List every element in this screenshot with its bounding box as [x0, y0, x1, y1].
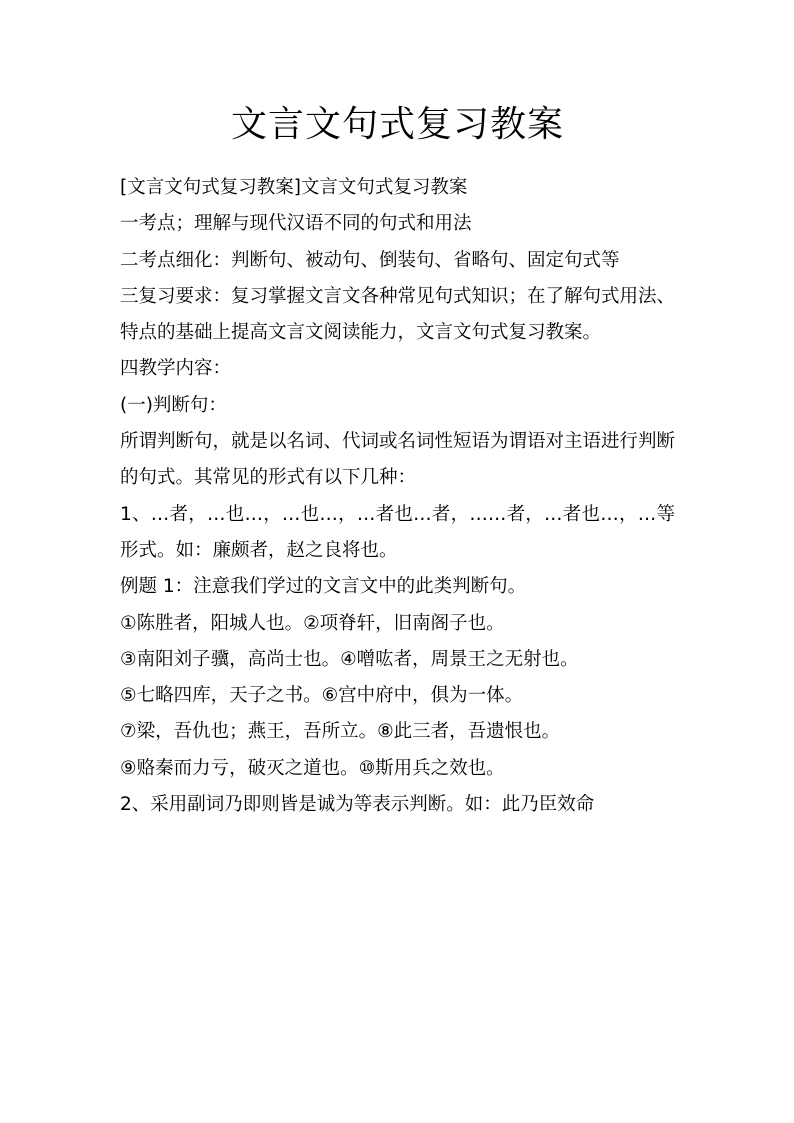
example-line: ⑤七略四库，天子之书。⑥宫中府中，俱为一体。 — [120, 685, 524, 707]
example-line: ③南阳刘子骥，高尚士也。④噌吰者，周景王之无射也。 — [120, 648, 579, 670]
paragraph-exam-point: 一考点；理解与现代汉语不同的句式和用法 — [120, 213, 472, 235]
paragraph-example-1-intro: 例题 1：注意我们学过的文言文中的此类判断句。 — [120, 576, 527, 598]
example-line: ①陈胜者，阳城人也。②项脊轩，旧南阁子也。 — [120, 612, 505, 634]
paragraph-teaching-content: 四教学内容： — [120, 358, 232, 380]
paragraph-form-1: 1、…者，…也…，…也…，…者也…者，……者，…者也…，…等形式。如：廉颇者，赵之良将也。 — [120, 503, 675, 561]
paragraph-subtitle: [文言文句式复习教案]文言文句式复习教案 — [120, 177, 468, 198]
section-heading-judgment-sentence: (一)判断句： — [120, 394, 227, 416]
paragraph-judgment-definition: 所谓判断句，就是以名词、代词或名词性短语为谓语对主语进行判断的句式。其常见的形式有以下几种： — [120, 431, 676, 489]
document-title: 文言文句式复习教案 — [230, 104, 564, 145]
example-line: ⑨赂秦而力亏，破灭之道也。⑩斯用兵之效也。 — [120, 757, 505, 779]
paragraph-exam-point-detail: 二考点细化：判断句、被动句、倒装句、省略句、固定句式等 — [120, 249, 620, 271]
paragraph-review-requirements: 三复习要求：复习掌握文言文各种常见句式知识；在了解句式用法、特点的基础上提高文言文阅读能力，文言文句式复习教案。 — [120, 285, 676, 344]
example-line: ⑦梁，吾仇也；燕王，吾所立。⑧此三者，吾遗恨也。 — [120, 721, 561, 743]
document-body — [120, 170, 675, 823]
paragraph-form-2: 2、采用副词乃即则皆是诚为等表示判断。如：此乃臣效命 — [120, 794, 595, 816]
